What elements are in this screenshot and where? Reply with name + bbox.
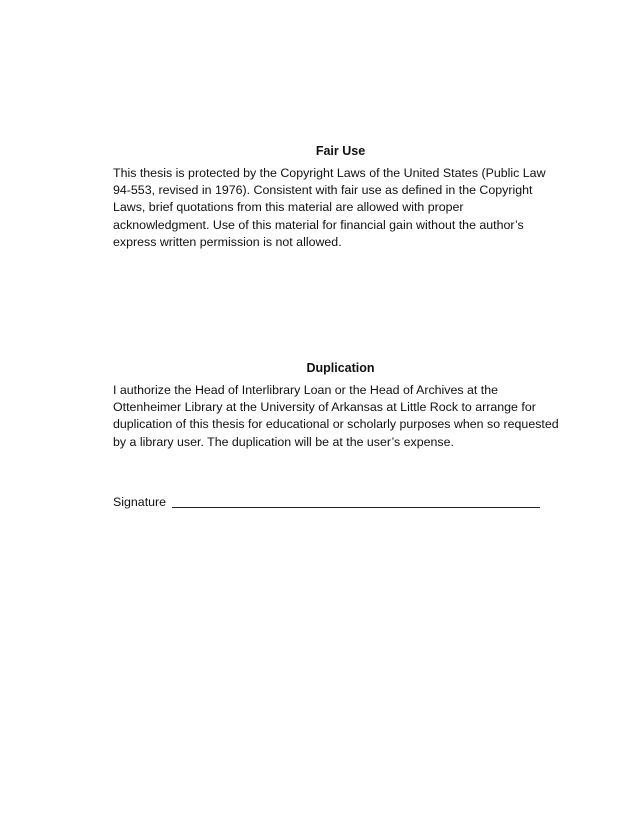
- paragraph-line: This thesis is protected by the Copyright Laws of the United States (Public Law: [113, 166, 546, 180]
- paragraph-line: Ottenheimer Library at the University of Arkansas at Little Rock to arrange for: [113, 400, 536, 415]
- paragraph-line: 94-553, revised in 1976). Consistent with fair use as defined in the Copyright: [113, 183, 533, 198]
- paragraph-line: Laws, brief quotations from this material are allowed with proper: [113, 200, 464, 215]
- duplication-heading: Duplication: [306, 361, 375, 375]
- paragraph-line: by a library user. The duplication will be at the user’s expense.: [113, 434, 454, 449]
- signature-label: Signature: [113, 495, 167, 509]
- signature-line: [172, 507, 540, 508]
- fair-use-heading: Fair Use: [315, 144, 366, 158]
- paragraph-line: duplication of this thesis for educational or scholarly purposes when so requested: [113, 417, 559, 432]
- paragraph-line: acknowledgment. Use of this material for financial gain without the author’s: [113, 217, 524, 232]
- fair-use-paragraph: [113, 165, 568, 251]
- paragraph-line: I authorize the Head of Interlibrary Loan or the Head of Archives at the: [113, 383, 499, 397]
- duplication-section: [113, 360, 568, 451]
- duplication-paragraph: [113, 382, 568, 451]
- signature-block: [113, 494, 543, 512]
- paragraph-line: express written permission is not allowed.: [113, 234, 342, 249]
- fair-use-section: [113, 143, 568, 251]
